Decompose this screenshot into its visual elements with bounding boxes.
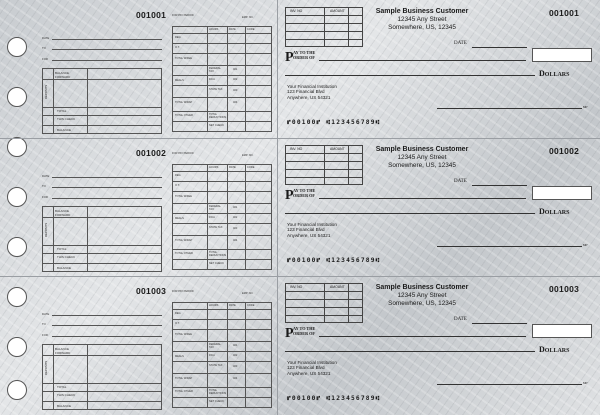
- dollars-label: DOLLARS: [539, 345, 570, 354]
- for-pay-period-label: FOR PAY PERIOD: [172, 14, 194, 17]
- emp-no-label: EMP. NO.: [242, 154, 254, 157]
- total-wrap-label: TOTAL W/RAP: [175, 239, 193, 242]
- business-name: Sample Business Customer: [375, 146, 469, 153]
- for-pay-period-label: FOR PAY PERIOD: [172, 290, 194, 293]
- check: [279, 138, 599, 276]
- total-label: TOTAL: [57, 385, 67, 389]
- deposits-label: DEPOSITS: [44, 360, 48, 375]
- binder-hole: [7, 37, 27, 57]
- code-402: 402: [233, 216, 238, 219]
- business-info: [347, 8, 497, 31]
- total-wrap-label: TOTAL W/RAP: [175, 377, 193, 380]
- stub-for-line: [52, 60, 162, 61]
- business-street: 12345 Any Street: [397, 292, 447, 299]
- signature-line[interactable]: [437, 246, 582, 247]
- hours-col-label: HOURS: [209, 166, 219, 169]
- stub-date-label: DATE: [42, 312, 50, 316]
- pay-to-label: P AY TO THE ORDER OF: [285, 188, 316, 203]
- bank-city: Anywhere, US 54321: [287, 94, 331, 100]
- stub-to-line: [52, 187, 162, 188]
- business-street: 12345 Any Street: [397, 154, 447, 161]
- stub-date-line: [52, 39, 162, 40]
- binder-hole: [7, 87, 27, 107]
- net-check-label: NET CHECK: [209, 400, 224, 403]
- ot-label: O.T.: [175, 322, 180, 325]
- inv-no-header: INV. NO: [290, 147, 303, 151]
- reg-label: REG: [175, 174, 181, 177]
- stub-to-line: [52, 49, 162, 50]
- total-deductions-label: TOTAL DEDUCTIONS: [209, 251, 227, 257]
- bank-city: Anywhere, US 54321: [287, 370, 331, 376]
- date-line[interactable]: [472, 323, 527, 324]
- stub-to-line: [52, 325, 162, 326]
- bank-info: [287, 360, 337, 376]
- amount-box[interactable]: [532, 186, 592, 200]
- stub-check-number: 001001: [136, 10, 167, 20]
- inv-no-header: INV. NO: [290, 285, 303, 289]
- stub-balance-table: [42, 68, 162, 134]
- meals-label: MEALS: [175, 217, 184, 220]
- emp-no-label: EMP. NO.: [242, 292, 254, 295]
- total-w-fee-label: TOTAL W/FEE: [175, 333, 192, 336]
- balance-label: BALANCE: [57, 404, 72, 408]
- bank-name: Your Financial Institution: [287, 360, 337, 365]
- balance-forward-label: BALANCE FORWARD: [55, 209, 71, 217]
- mp-mark: MP: [583, 243, 588, 247]
- business-info: [347, 146, 497, 169]
- code-col-label: CODE: [247, 304, 255, 307]
- balance-forward-label: BALANCE FORWARD: [55, 71, 71, 79]
- code-404: 404: [233, 377, 238, 380]
- this-check-label: THIS CHECK: [57, 255, 76, 259]
- check-stub: [36, 276, 276, 414]
- rate-col-label: RATE: [229, 166, 236, 169]
- mp-mark: MP: [583, 381, 588, 385]
- federal-tax-label: FEDERAL TAX: [209, 205, 221, 211]
- binder-hole: [7, 287, 27, 307]
- micr-line: ⑈00100⑈ ⑆123456789⑆: [287, 257, 381, 264]
- stub-balance-table: [42, 206, 162, 272]
- business-name: Sample Business Customer: [375, 8, 469, 15]
- payee-line[interactable]: [319, 336, 526, 337]
- amount-words-line[interactable]: [285, 75, 535, 76]
- bank-name: Your Financial Institution: [287, 222, 337, 227]
- balance-forward-label: BALANCE FORWARD: [55, 347, 71, 355]
- date-label: DATE: [454, 317, 467, 322]
- stub-for-line: [52, 198, 162, 199]
- inv-no-header: INV. NO: [290, 9, 303, 13]
- bank-street: 123 Financial Blvd: [287, 89, 325, 95]
- date-label: DATE: [454, 41, 467, 46]
- rate-col-label: RATE: [229, 28, 236, 31]
- business-name: Sample Business Customer: [375, 284, 469, 291]
- pay-to-label: P AY TO THE ORDER OF: [285, 326, 316, 341]
- dollars-label: DOLLARS: [539, 69, 570, 78]
- total-deductions-label: TOTAL DEDUCTIONS: [209, 113, 227, 119]
- stub-to-label: TO: [42, 46, 46, 50]
- stub-to-label: TO: [42, 322, 46, 326]
- rate-col-label: RATE: [229, 304, 236, 307]
- stub-payroll-table: [172, 148, 272, 272]
- total-label: TOTAL: [57, 247, 67, 251]
- deposits-label: DEPOSITS: [44, 222, 48, 237]
- hours-col-label: HOURS: [209, 28, 219, 31]
- binder-hole: [7, 337, 27, 357]
- balance-label: BALANCE: [57, 128, 72, 132]
- emp-no-label: EMP. NO.: [242, 16, 254, 19]
- total-label: TOTAL: [57, 109, 67, 113]
- payee-line[interactable]: [319, 198, 526, 199]
- code-401: 401: [233, 206, 238, 209]
- check-stub: [36, 0, 276, 138]
- binder-holes: [0, 0, 36, 415]
- business-street: 12345 Any Street: [397, 16, 447, 23]
- total-deductions-label: TOTAL DEDUCTIONS: [209, 389, 227, 395]
- ot-label: O.T.: [175, 46, 180, 49]
- code-402: 402: [233, 354, 238, 357]
- bank-street: 123 Financial Blvd: [287, 227, 325, 233]
- business-city: Somewhere, US, 12345: [388, 24, 456, 31]
- fica-label: FICA: [209, 216, 215, 219]
- this-check-label: THIS CHECK: [57, 117, 76, 121]
- stub-check-number: 001003: [136, 286, 167, 296]
- code-403: 403: [233, 89, 238, 92]
- total-wrap-label: TOTAL W/RAP: [175, 101, 193, 104]
- amount-box[interactable]: [532, 48, 592, 62]
- stub-for-label: FOR: [42, 333, 48, 337]
- stub-perforation: [277, 0, 278, 415]
- reg-label: REG: [175, 312, 181, 315]
- hours-col-label: HOURS: [209, 304, 219, 307]
- binder-hole: [7, 137, 27, 157]
- code-404: 404: [233, 239, 238, 242]
- total-other-label: TOTAL OTHER: [175, 252, 193, 255]
- check-stub: [36, 138, 276, 276]
- fica-label: FICA: [209, 354, 215, 357]
- mp-mark: MP: [583, 105, 588, 109]
- business-info: [347, 284, 497, 307]
- check: [279, 0, 599, 138]
- stub-for-line: [52, 336, 162, 337]
- meals-label: MEALS: [175, 355, 184, 358]
- stub-date-line: [52, 315, 162, 316]
- stub-date-label: DATE: [42, 174, 50, 178]
- amount-box[interactable]: [532, 324, 592, 338]
- total-w-fee-label: TOTAL W/FEE: [175, 57, 192, 60]
- micr-line: ⑈00100⑈ ⑆123456789⑆: [287, 395, 381, 402]
- stub-for-label: FOR: [42, 195, 48, 199]
- amount-words-line[interactable]: [285, 213, 535, 214]
- for-pay-period-label: FOR PAY PERIOD: [172, 152, 194, 155]
- check-number: 001003: [549, 284, 580, 294]
- fica-label: FICA: [209, 78, 215, 81]
- code-402: 402: [233, 78, 238, 81]
- dollars-label: DOLLARS: [539, 207, 570, 216]
- bank-name: Your Financial Institution: [287, 84, 337, 89]
- amount-header: AMOUNT: [330, 147, 345, 151]
- net-check-label: NET CHECK: [209, 124, 224, 127]
- stub-for-label: FOR: [42, 57, 48, 61]
- stub-date-line: [52, 177, 162, 178]
- total-other-label: TOTAL OTHER: [175, 390, 193, 393]
- code-col-label: CODE: [247, 166, 255, 169]
- state-tax-label: STATE TAX: [209, 226, 223, 229]
- federal-tax-label: FEDERAL TAX: [209, 343, 221, 349]
- state-tax-label: STATE TAX: [209, 88, 223, 91]
- state-tax-label: STATE TAX: [209, 364, 223, 367]
- micr-line: ⑈00100⑈ ⑆123456789⑆: [287, 119, 381, 126]
- binder-hole: [7, 380, 27, 400]
- ot-label: O.T.: [175, 184, 180, 187]
- total-other-label: TOTAL OTHER: [175, 114, 193, 117]
- stub-balance-table: [42, 344, 162, 410]
- payee-line[interactable]: [319, 60, 526, 61]
- business-city: Somewhere, US, 12345: [388, 300, 456, 307]
- stub-to-label: TO: [42, 184, 46, 188]
- date-line[interactable]: [472, 185, 527, 186]
- net-check-label: NET CHECK: [209, 262, 224, 265]
- amount-header: AMOUNT: [330, 285, 345, 289]
- code-403: 403: [233, 365, 238, 368]
- date-line[interactable]: [472, 47, 527, 48]
- stub-date-label: DATE: [42, 36, 50, 40]
- date-label: DATE: [454, 179, 467, 184]
- check-number: 001002: [549, 146, 580, 156]
- total-w-fee-label: TOTAL W/FEE: [175, 195, 192, 198]
- stub-payroll-table: [172, 10, 272, 134]
- check-number: 001001: [549, 8, 580, 18]
- bank-info: [287, 84, 337, 100]
- code-401: 401: [233, 68, 238, 71]
- amount-words-line[interactable]: [285, 351, 535, 352]
- bank-street: 123 Financial Blvd: [287, 365, 325, 371]
- balance-label: BALANCE: [57, 266, 72, 270]
- bank-city: Anywhere, US 54321: [287, 232, 331, 238]
- federal-tax-label: FEDERAL TAX: [209, 67, 221, 73]
- binder-hole: [7, 237, 27, 257]
- binder-hole: [7, 187, 27, 207]
- pay-to-label: P AY TO THE ORDER OF: [285, 50, 316, 65]
- reg-label: REG: [175, 36, 181, 39]
- this-check-label: THIS CHECK: [57, 393, 76, 397]
- stub-check-number: 001002: [136, 148, 167, 158]
- meals-label: MEALS: [175, 79, 184, 82]
- signature-line[interactable]: [437, 108, 582, 109]
- code-404: 404: [233, 101, 238, 104]
- amount-header: AMOUNT: [330, 9, 345, 13]
- bank-info: [287, 222, 337, 238]
- business-city: Somewhere, US, 12345: [388, 162, 456, 169]
- signature-line[interactable]: [437, 384, 582, 385]
- code-col-label: CODE: [247, 28, 255, 31]
- code-403: 403: [233, 227, 238, 230]
- check: [279, 276, 599, 414]
- deposits-label: DEPOSITS: [44, 84, 48, 99]
- stub-payroll-table: [172, 286, 272, 410]
- code-401: 401: [233, 344, 238, 347]
